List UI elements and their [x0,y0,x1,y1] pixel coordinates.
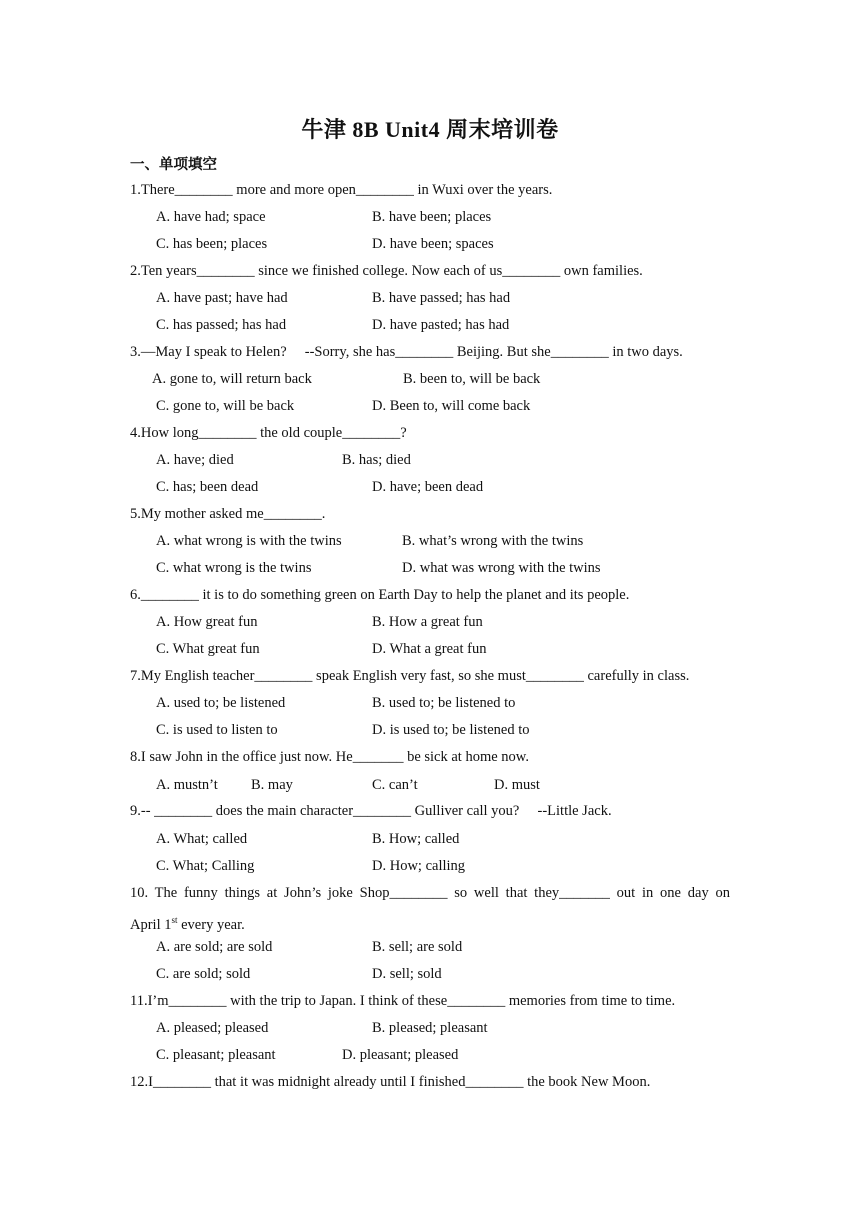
option-d: D. Been to, will come back [372,398,531,414]
option-c: C. pleasant; pleasant [156,1047,276,1063]
options-row [156,208,492,226]
option-c: C. What; Calling [156,858,255,874]
option-b: B. have passed; has had [372,290,511,306]
question-6: 6.________ it is to do something green on Earth Day to help the planet and its people. [130,587,630,603]
options-row [156,1019,488,1037]
options-row [156,478,484,496]
option-b: B. pleased; pleasant [372,1020,488,1036]
options-row [152,370,541,388]
option-d: D. What a great fun [372,641,487,657]
option-b: B. has; died [342,452,411,468]
options-row [156,397,531,415]
option-a: A. have; died [156,452,234,468]
option-c: C. what wrong is the twins [156,560,312,576]
options-row [156,613,483,631]
option-a: A. have past; have had [156,290,288,306]
option-b: B. what’s wrong with the twins [402,533,584,549]
options-row [156,1046,459,1064]
option-c: C. is used to listen to [156,722,278,738]
option-a: A. gone to, will return back [152,371,312,387]
question-11: 11.I’m________ with the trip to Japan. I think of these________ memories from time to time. [130,993,676,1009]
option-c: C. has passed; has had [156,317,287,333]
option-a: A. pleased; pleased [156,1020,269,1036]
question-10: 10. The funny things at John’s joke Shop________ so well that they_______ out in one day on [130,885,730,901]
question-3: 3.—May I speak to Helen? --Sorry, she has________ Beijing. But she________ in two days. [130,344,683,360]
option-c: C. are sold; sold [156,966,251,982]
options-row [156,532,584,550]
question-8: 8.I saw John in the office just now. He_______ be sick at home now. [130,749,529,765]
option-b: B. been to, will be back [403,371,541,387]
options-row [156,640,487,658]
option-b: B. How; called [372,831,460,847]
option-a: A. What; called [156,831,248,847]
option-b: B. How a great fun [372,614,483,630]
options-row [156,776,540,794]
options-row [156,721,530,739]
option-b: B. may [251,777,293,793]
question-5: 5.My mother asked me________. [130,506,326,522]
question-4: 4.How long________ the old couple________? [130,425,407,441]
question-12: 12.I________ that it was midnight already until I finished________ the book New Moon. [130,1074,651,1090]
option-d: D. have; been dead [372,479,484,495]
question-1: 1.There________ more and more open________ in Wuxi over the years. [130,182,553,198]
options-row [156,857,466,875]
option-d: D. pleasant; pleased [342,1047,459,1063]
options-row [156,289,511,307]
option-d: D. How; calling [372,858,466,874]
option-a: A. How great fun [156,614,258,630]
option-b: B. used to; be listened to [372,695,516,711]
option-a: A. have had; space [156,209,266,225]
option-b: B. have been; places [372,209,492,225]
option-c: C. has been; places [156,236,268,252]
section-heading: 一、单项填空 [130,157,217,173]
option-d: D. have been; spaces [372,236,494,252]
option-c: C. gone to, will be back [156,398,295,414]
option-b: B. sell; are sold [372,939,463,955]
options-row [156,938,463,956]
options-row [156,559,601,577]
question-10-continued: April 1st every year. [130,915,245,933]
option-c: C. What great fun [156,641,260,657]
options-row [156,830,460,848]
option-c: C. has; been dead [156,479,259,495]
question-2: 2.Ten years________ since we finished college. Now each of us________ own families. [130,263,643,279]
options-row [156,316,510,334]
option-d: D. must [494,777,540,793]
option-a: A. mustn’t [156,777,218,793]
option-d: D. is used to; be listened to [372,722,530,738]
options-row [156,694,516,712]
option-d: D. sell; sold [372,966,442,982]
options-row [156,451,411,469]
option-d: D. have pasted; has had [372,317,510,333]
option-c: C. can’t [372,777,418,793]
options-row [156,965,442,983]
option-a: A. what wrong is with the twins [156,533,342,549]
option-a: A. are sold; are sold [156,939,273,955]
option-a: A. used to; be listened [156,695,286,711]
option-d: D. what was wrong with the twins [402,560,601,576]
options-row [156,235,494,253]
page-title: 牛津 8B Unit4 周末培训卷 [301,117,559,142]
question-7: 7.My English teacher________ speak English very fast, so she must________ carefully in class. [130,668,690,684]
question-9: 9.-- ________ does the main character________ Gulliver call you? --Little Jack. [130,803,612,819]
